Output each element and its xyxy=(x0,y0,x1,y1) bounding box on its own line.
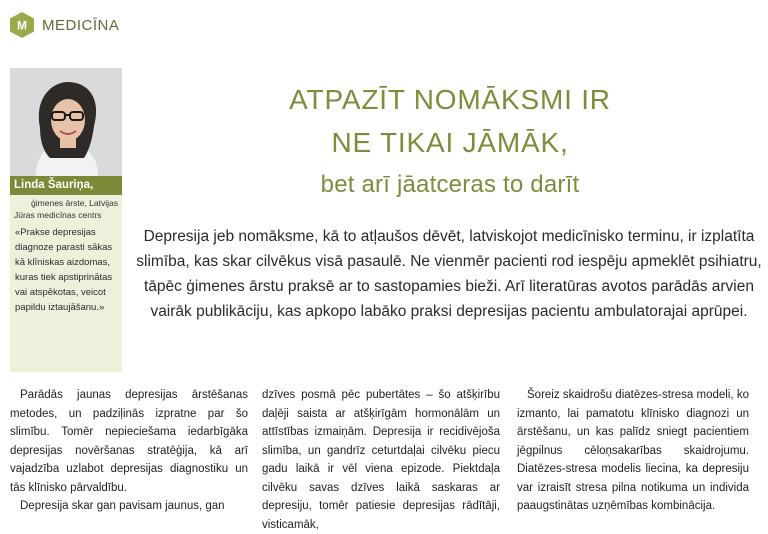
body-column-3 xyxy=(517,386,749,516)
body-paragraph: dzīves posmā pēc pubertātes – šo atšķirību daļēji saista ar atšķirīgām hormonālām un attīstības izmaiņām. Depresija ir recidivējoša slimība, un gandrīz ceturtdaļai cilvēku piecu gadu laikā ir vēl viena epizode. Piektdaļa cilvēku savas dzīves laikā saskaras ar depresiju, tomēr patiesie depresijas rādītāji, visticamāk, xyxy=(262,389,500,531)
headline-subline: bet arī jāatceras to darīt xyxy=(320,171,580,198)
svg-text:M: M xyxy=(17,18,27,33)
medicine-hexagon-icon xyxy=(10,12,34,38)
article-headline xyxy=(170,78,730,202)
author-role: ģimenes ārste, xyxy=(31,198,87,208)
section-header xyxy=(10,12,119,38)
author-meta xyxy=(10,195,122,221)
author-role-location: Latvijas xyxy=(89,198,118,208)
headline-line2: NE TIKAI JĀMĀK, xyxy=(331,127,569,158)
author-quote: «Prakse depresijas diagnoze parasti sākas kā klīniskas aizdomas, kuras tiek apstiprinātas vai atspēkotas, veicot papildu iztaujāšanu.» xyxy=(15,227,113,313)
section-label: MEDICĪNA xyxy=(42,16,120,34)
body-paragraph: Depresija skar gan pavisam jaunus, gan xyxy=(20,500,225,512)
body-column-1 xyxy=(10,386,248,516)
author-card xyxy=(10,68,122,372)
author-affiliation: Jūras medicīnas centrs xyxy=(14,210,102,220)
body-paragraph: Šoreiz skaidrošu diatēzes-stresa modeli, ko izmanto, lai pamatotu klīnisko diagnozi un ārstēšanu, un kas palīdz sniegt pacientiem jēgpilnus cēloņsakarības skaidrojumu. Diatēzes-stresa modelis liecina, ka depresiju var izraisīt stresa pilna notikuma un individa paaugstinātas uzņēmības kombinācija. xyxy=(517,389,749,512)
headline-line1: ATPAZĪT NOMĀKSMI IR xyxy=(289,84,611,115)
body-paragraph: Parādās jaunas depresijas ārstēšanas metodes, un padziļinās izpratne par šo slimību. Tomēr nepieciešama iedarbīgāka depresijas novēršanas stratēģija, kā arī vajadzība uzlabot depresijas diagnostiku un tās klīnisko pārvaldību. xyxy=(10,389,248,494)
author-photo xyxy=(10,68,122,176)
lead-paragraph: Depresija jeb nomāksme, kā to atļaušos dēvēt, latviskojot medicīnisko terminu, ir izplatīta slimība, kas skar cilvēkus visā pasaulē. Ne vienmēr pacienti rod iespēju apmeklēt psihiatru, tāpēc ģimenes ārstu praksē ar to sastopamies bieži. Arī literatūras avotos parādās arvien vairāk publikāciju, kas apkopo labāko praksi depresijas pacientu ambulatorajai aprūpei. xyxy=(136,228,762,320)
author-name: Linda Šauriņa, xyxy=(10,176,122,195)
